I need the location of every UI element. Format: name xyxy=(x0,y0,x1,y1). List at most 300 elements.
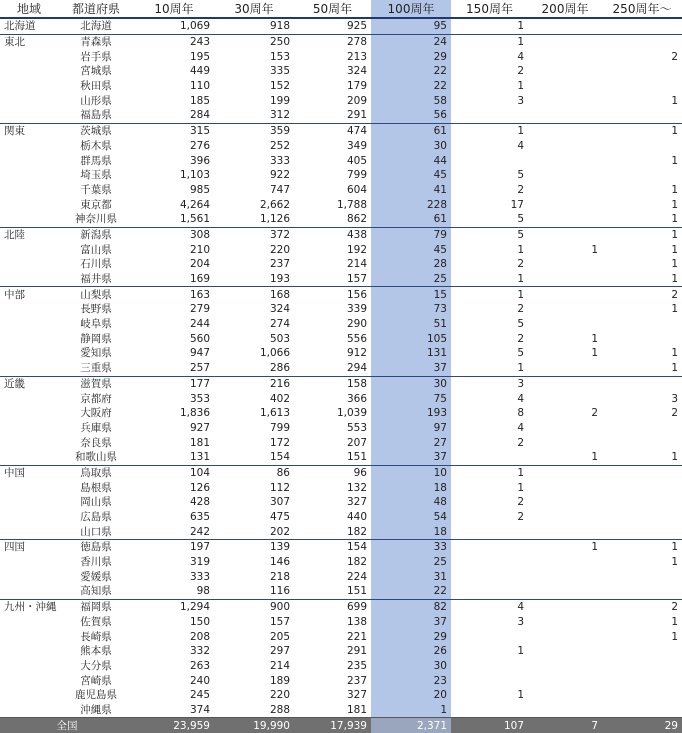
value-cell-250yr[interactable] xyxy=(602,34,682,49)
value-cell-30yr[interactable]: 172 xyxy=(269,436,290,449)
value-cell-50yr[interactable]: 440 xyxy=(346,511,367,524)
value-cell-100yr[interactable]: 22 xyxy=(371,79,451,94)
value-cell-150yr[interactable]: 4 xyxy=(451,599,528,614)
region-cell[interactable] xyxy=(0,242,58,257)
value-cell-200yr[interactable] xyxy=(528,49,602,64)
region-cell[interactable]: 九州・沖縄 xyxy=(0,599,58,614)
value-cell-250yr[interactable]: 1 xyxy=(671,347,678,360)
value-cell-10yr[interactable]: 204 xyxy=(189,258,210,271)
value-cell-200yr[interactable] xyxy=(528,272,602,287)
value-cell-150yr[interactable]: 5 xyxy=(517,169,524,182)
value-cell-50yr[interactable]: 207 xyxy=(346,436,367,449)
prefecture-cell[interactable]: 山梨県 xyxy=(58,287,134,302)
value-cell-50yr[interactable]: 182 xyxy=(346,525,367,538)
value-cell-250yr[interactable] xyxy=(602,64,682,79)
value-cell-100yr[interactable]: 27 xyxy=(371,435,451,450)
region-cell[interactable] xyxy=(0,480,58,495)
value-cell-10yr[interactable]: 1,103 xyxy=(179,169,210,182)
value-cell-50yr[interactable]: 224 xyxy=(346,570,367,583)
prefecture-cell[interactable]: 秋田県 xyxy=(80,80,112,93)
region-cell[interactable] xyxy=(0,406,58,421)
value-cell-150yr[interactable]: 4 xyxy=(517,50,524,63)
value-cell-250yr[interactable]: 1 xyxy=(671,213,678,226)
value-cell-100yr[interactable]: 18 xyxy=(371,524,451,539)
value-cell-150yr[interactable]: 8 xyxy=(517,407,524,420)
value-cell-250yr[interactable] xyxy=(602,688,682,703)
value-cell-100yr[interactable]: 33 xyxy=(371,540,451,555)
region-cell[interactable] xyxy=(0,688,58,703)
value-cell-100yr[interactable]: 44 xyxy=(371,153,451,168)
value-cell-50yr[interactable]: 154 xyxy=(294,540,371,555)
value-cell-200yr[interactable] xyxy=(528,615,602,630)
value-cell-100yr[interactable]: 58 xyxy=(371,93,451,108)
value-cell-250yr[interactable] xyxy=(602,376,682,391)
value-cell-30yr[interactable]: 922 xyxy=(269,169,290,182)
value-cell-200yr[interactable] xyxy=(528,569,602,584)
value-cell-250yr[interactable] xyxy=(602,331,682,346)
value-cell-50yr[interactable]: 291 xyxy=(346,109,367,122)
value-cell-150yr[interactable] xyxy=(451,524,528,539)
value-cell-100yr[interactable]: 10 xyxy=(371,465,451,480)
prefecture-cell[interactable]: 神奈川県 xyxy=(75,213,117,226)
value-cell-50yr[interactable]: 327 xyxy=(346,496,367,509)
value-cell-10yr[interactable]: 947 xyxy=(189,347,210,360)
value-cell-30yr[interactable]: 799 xyxy=(269,421,290,434)
value-cell-150yr[interactable] xyxy=(451,673,528,688)
value-cell-250yr[interactable]: 1 xyxy=(671,362,678,375)
value-cell-30yr[interactable]: 154 xyxy=(269,451,290,464)
value-cell-50yr[interactable]: 96 xyxy=(294,465,371,480)
value-cell-100yr[interactable]: 1 xyxy=(371,703,451,718)
region-cell[interactable] xyxy=(0,659,58,674)
value-cell-200yr[interactable] xyxy=(528,510,602,525)
region-cell[interactable] xyxy=(0,93,58,108)
prefecture-cell[interactable]: 奈良県 xyxy=(80,436,112,449)
value-cell-10yr[interactable]: 240 xyxy=(189,674,210,687)
header-50yr[interactable]: 50周年 xyxy=(294,0,371,18)
value-cell-50yr[interactable]: 553 xyxy=(346,421,367,434)
value-cell-200yr[interactable] xyxy=(528,153,602,168)
value-cell-200yr[interactable] xyxy=(528,212,602,227)
prefecture-cell[interactable]: 和歌山県 xyxy=(75,451,117,464)
value-cell-250yr[interactable]: 1 xyxy=(602,227,682,242)
value-cell-100yr[interactable]: 24 xyxy=(371,34,451,49)
value-cell-10yr[interactable]: 332 xyxy=(189,645,210,658)
value-cell-100yr[interactable]: 95 xyxy=(371,18,451,34)
value-cell-150yr[interactable]: 1 xyxy=(451,287,528,302)
region-cell[interactable] xyxy=(0,673,58,688)
value-cell-30yr[interactable]: 139 xyxy=(214,540,294,555)
prefecture-cell[interactable]: 島根県 xyxy=(80,481,112,494)
region-cell[interactable] xyxy=(0,391,58,406)
region-cell[interactable] xyxy=(0,257,58,272)
region-cell[interactable]: 東北 xyxy=(0,34,58,49)
value-cell-100yr[interactable]: 37 xyxy=(371,615,451,630)
value-cell-250yr[interactable] xyxy=(602,524,682,539)
value-cell-150yr[interactable]: 2 xyxy=(517,303,524,316)
value-cell-250yr[interactable]: 1 xyxy=(671,154,678,167)
value-cell-10yr[interactable]: 1,836 xyxy=(179,407,210,420)
value-cell-150yr[interactable]: 1 xyxy=(451,123,528,138)
prefecture-cell[interactable]: 大阪府 xyxy=(80,407,112,420)
value-cell-250yr[interactable] xyxy=(602,421,682,436)
prefecture-cell[interactable]: 愛媛県 xyxy=(80,570,112,583)
value-cell-50yr[interactable]: 339 xyxy=(346,303,367,316)
prefecture-cell[interactable]: 岡山県 xyxy=(80,496,112,509)
value-cell-250yr[interactable]: 1 xyxy=(671,258,678,271)
value-cell-30yr[interactable]: 157 xyxy=(269,615,290,628)
value-cell-10yr[interactable]: 257 xyxy=(189,362,210,375)
value-cell-250yr[interactable]: 1 xyxy=(671,451,678,464)
value-cell-200yr[interactable] xyxy=(528,227,602,242)
value-cell-30yr[interactable]: 503 xyxy=(269,332,290,345)
value-cell-30yr[interactable]: 214 xyxy=(269,659,290,672)
value-cell-100yr[interactable]: 31 xyxy=(371,569,451,584)
value-cell-10yr[interactable]: 245 xyxy=(189,689,210,702)
value-cell-50yr[interactable]: 221 xyxy=(346,630,367,643)
prefecture-cell[interactable]: 高知県 xyxy=(80,585,112,598)
value-cell-200yr[interactable] xyxy=(528,584,602,599)
value-cell-100yr[interactable]: 22 xyxy=(371,584,451,599)
value-cell-100yr[interactable]: 23 xyxy=(371,673,451,688)
region-cell[interactable] xyxy=(0,555,58,570)
value-cell-200yr[interactable] xyxy=(528,465,602,480)
value-cell-30yr[interactable]: 252 xyxy=(269,139,290,152)
region-cell[interactable] xyxy=(0,450,58,465)
prefecture-cell[interactable]: 茨城県 xyxy=(58,123,134,138)
value-cell-100yr[interactable]: 131 xyxy=(371,346,451,361)
value-cell-150yr[interactable]: 4 xyxy=(517,139,524,152)
value-cell-10yr[interactable]: 560 xyxy=(189,332,210,345)
value-cell-250yr[interactable] xyxy=(602,584,682,599)
region-cell[interactable]: 近畿 xyxy=(0,376,58,391)
value-cell-30yr[interactable]: 237 xyxy=(269,258,290,271)
value-cell-30yr[interactable]: 900 xyxy=(214,599,294,614)
value-cell-10yr[interactable]: 243 xyxy=(134,34,214,49)
value-cell-150yr[interactable]: 5 xyxy=(517,213,524,226)
prefecture-cell[interactable]: 宮城県 xyxy=(80,65,112,78)
value-cell-30yr[interactable]: 146 xyxy=(269,556,290,569)
header-250yr[interactable]: 250周年〜 xyxy=(602,0,682,18)
prefecture-cell[interactable]: 石川県 xyxy=(80,258,112,271)
value-cell-30yr[interactable]: 153 xyxy=(269,50,290,63)
region-cell[interactable]: 中国 xyxy=(0,465,58,480)
value-cell-150yr[interactable] xyxy=(451,584,528,599)
value-cell-30yr[interactable]: 168 xyxy=(214,287,294,302)
header-prefecture[interactable]: 都道府県 xyxy=(58,0,134,18)
value-cell-200yr[interactable] xyxy=(528,64,602,79)
value-cell-200yr[interactable] xyxy=(528,629,602,644)
value-cell-50yr[interactable]: 151 xyxy=(346,585,367,598)
prefecture-cell[interactable]: 福島県 xyxy=(80,109,112,122)
value-cell-10yr[interactable]: 195 xyxy=(189,50,210,63)
value-cell-30yr[interactable]: 1,126 xyxy=(259,213,290,226)
prefecture-cell[interactable]: 広島県 xyxy=(80,511,112,524)
value-cell-30yr[interactable]: 112 xyxy=(269,481,290,494)
value-cell-10yr[interactable]: 131 xyxy=(189,451,210,464)
value-cell-250yr[interactable] xyxy=(602,495,682,510)
value-cell-10yr[interactable]: 177 xyxy=(134,376,214,391)
value-cell-200yr[interactable]: 2 xyxy=(591,407,598,420)
value-cell-30yr[interactable]: 372 xyxy=(214,227,294,242)
value-cell-100yr[interactable]: 45 xyxy=(371,242,451,257)
value-cell-10yr[interactable]: 185 xyxy=(189,94,210,107)
value-cell-50yr[interactable]: 799 xyxy=(346,169,367,182)
value-cell-250yr[interactable]: 2 xyxy=(671,407,678,420)
value-cell-250yr[interactable] xyxy=(602,79,682,94)
prefecture-cell[interactable]: 山口県 xyxy=(80,525,112,538)
value-cell-100yr[interactable]: 30 xyxy=(371,139,451,154)
region-cell[interactable]: 関東 xyxy=(0,123,58,138)
value-cell-250yr[interactable] xyxy=(602,569,682,584)
region-cell[interactable] xyxy=(0,302,58,317)
value-cell-200yr[interactable] xyxy=(528,18,602,34)
value-cell-200yr[interactable] xyxy=(528,317,602,332)
value-cell-250yr[interactable] xyxy=(602,168,682,183)
prefecture-cell[interactable]: 熊本県 xyxy=(80,645,112,658)
value-cell-100yr[interactable]: 25 xyxy=(371,555,451,570)
value-cell-250yr[interactable]: 1 xyxy=(671,630,678,643)
value-cell-30yr[interactable]: 218 xyxy=(269,570,290,583)
value-cell-10yr[interactable]: 163 xyxy=(134,287,214,302)
value-cell-250yr[interactable]: 1 xyxy=(671,303,678,316)
prefecture-cell[interactable]: 栃木県 xyxy=(80,139,112,152)
value-cell-30yr[interactable]: 189 xyxy=(269,674,290,687)
value-cell-30yr[interactable]: 918 xyxy=(269,20,290,33)
value-cell-100yr[interactable]: 75 xyxy=(371,391,451,406)
header-region[interactable]: 地域 xyxy=(0,0,58,18)
value-cell-200yr[interactable] xyxy=(528,302,602,317)
value-cell-200yr[interactable] xyxy=(528,139,602,154)
value-cell-250yr[interactable]: 1 xyxy=(671,198,678,211)
value-cell-100yr[interactable]: 30 xyxy=(371,376,451,391)
value-cell-10yr[interactable]: 4,264 xyxy=(179,198,210,211)
prefecture-cell[interactable]: 兵庫県 xyxy=(80,421,112,434)
value-cell-150yr[interactable]: 2 xyxy=(517,436,524,449)
value-cell-30yr[interactable]: 402 xyxy=(269,392,290,405)
prefecture-cell[interactable]: 東京都 xyxy=(80,198,112,211)
value-cell-200yr[interactable] xyxy=(528,495,602,510)
value-cell-10yr[interactable]: 242 xyxy=(189,525,210,538)
value-cell-50yr[interactable]: 291 xyxy=(346,645,367,658)
value-cell-10yr[interactable]: 197 xyxy=(134,540,214,555)
value-cell-200yr[interactable] xyxy=(528,108,602,123)
value-cell-50yr[interactable]: 912 xyxy=(346,347,367,360)
value-cell-50yr[interactable]: 862 xyxy=(346,213,367,226)
value-cell-30yr[interactable]: 475 xyxy=(269,511,290,524)
value-cell-200yr[interactable] xyxy=(528,361,602,376)
value-cell-100yr[interactable]: 48 xyxy=(371,495,451,510)
header-200yr[interactable]: 200周年 xyxy=(528,0,602,18)
value-cell-50yr[interactable]: 925 xyxy=(346,20,367,33)
prefecture-cell[interactable]: 岩手県 xyxy=(80,50,112,63)
value-cell-150yr[interactable]: 5 xyxy=(451,227,528,242)
value-cell-30yr[interactable]: 2,662 xyxy=(259,198,290,211)
prefecture-cell[interactable]: 山形県 xyxy=(80,94,112,107)
value-cell-10yr[interactable]: 308 xyxy=(134,227,214,242)
value-cell-30yr[interactable]: 116 xyxy=(269,585,290,598)
prefecture-cell[interactable]: 大分県 xyxy=(80,659,112,672)
value-cell-10yr[interactable]: 1,294 xyxy=(134,599,214,614)
value-cell-10yr[interactable]: 985 xyxy=(189,183,210,196)
region-cell[interactable] xyxy=(0,183,58,198)
value-cell-250yr[interactable] xyxy=(602,18,682,34)
value-cell-30yr[interactable]: 193 xyxy=(269,273,290,286)
value-cell-100yr[interactable]: 15 xyxy=(371,287,451,302)
value-cell-250yr[interactable] xyxy=(602,139,682,154)
prefecture-cell[interactable]: 三重県 xyxy=(80,362,112,375)
value-cell-30yr[interactable]: 335 xyxy=(269,65,290,78)
value-cell-200yr[interactable] xyxy=(528,168,602,183)
region-cell[interactable] xyxy=(0,168,58,183)
value-cell-10yr[interactable]: 126 xyxy=(189,481,210,494)
value-cell-250yr[interactable]: 1 xyxy=(671,273,678,286)
value-cell-250yr[interactable]: 3 xyxy=(671,392,678,405)
prefecture-cell[interactable]: 埼玉県 xyxy=(80,169,112,182)
value-cell-10yr[interactable]: 315 xyxy=(134,123,214,138)
value-cell-30yr[interactable]: 297 xyxy=(269,645,290,658)
value-cell-10yr[interactable]: 104 xyxy=(134,465,214,480)
value-cell-50yr[interactable]: 278 xyxy=(294,34,371,49)
value-cell-250yr[interactable]: 1 xyxy=(602,123,682,138)
value-cell-50yr[interactable]: 556 xyxy=(346,332,367,345)
value-cell-100yr[interactable]: 37 xyxy=(371,361,451,376)
value-cell-50yr[interactable]: 157 xyxy=(346,273,367,286)
value-cell-200yr[interactable] xyxy=(528,391,602,406)
value-cell-10yr[interactable]: 150 xyxy=(189,615,210,628)
value-cell-150yr[interactable]: 3 xyxy=(451,376,528,391)
value-cell-250yr[interactable] xyxy=(602,435,682,450)
value-cell-100yr[interactable]: 228 xyxy=(371,197,451,212)
prefecture-cell[interactable]: 宮崎県 xyxy=(80,674,112,687)
value-cell-50yr[interactable]: 237 xyxy=(346,674,367,687)
prefecture-cell[interactable]: 長崎県 xyxy=(80,630,112,643)
value-cell-50yr[interactable]: 156 xyxy=(294,287,371,302)
value-cell-100yr[interactable]: 22 xyxy=(371,64,451,79)
value-cell-250yr[interactable] xyxy=(602,703,682,718)
value-cell-50yr[interactable]: 179 xyxy=(346,80,367,93)
value-cell-50yr[interactable]: 327 xyxy=(346,689,367,702)
value-cell-100yr[interactable]: 29 xyxy=(371,49,451,64)
prefecture-cell[interactable]: 千葉県 xyxy=(80,183,112,196)
value-cell-150yr[interactable] xyxy=(451,555,528,570)
region-cell[interactable] xyxy=(0,153,58,168)
region-cell[interactable] xyxy=(0,615,58,630)
value-cell-10yr[interactable]: 1,069 xyxy=(179,20,210,33)
value-cell-30yr[interactable]: 152 xyxy=(269,80,290,93)
value-cell-10yr[interactable]: 284 xyxy=(189,109,210,122)
value-cell-200yr[interactable] xyxy=(528,79,602,94)
total-50yr[interactable]: 17,939 xyxy=(294,718,371,733)
total-30yr[interactable]: 19,990 xyxy=(214,718,294,733)
value-cell-30yr[interactable]: 202 xyxy=(269,525,290,538)
prefecture-cell[interactable]: 長野県 xyxy=(80,303,112,316)
region-cell[interactable] xyxy=(0,197,58,212)
value-cell-200yr[interactable] xyxy=(528,659,602,674)
value-cell-30yr[interactable]: 216 xyxy=(214,376,294,391)
value-cell-200yr[interactable] xyxy=(528,34,602,49)
value-cell-250yr[interactable] xyxy=(602,673,682,688)
value-cell-50yr[interactable]: 405 xyxy=(346,154,367,167)
value-cell-150yr[interactable]: 1 xyxy=(517,273,524,286)
value-cell-250yr[interactable] xyxy=(602,108,682,123)
value-cell-50yr[interactable]: 182 xyxy=(346,556,367,569)
total-10yr[interactable]: 23,959 xyxy=(134,718,214,733)
region-cell[interactable] xyxy=(0,703,58,718)
prefecture-cell[interactable]: 鳥取県 xyxy=(58,465,134,480)
value-cell-30yr[interactable]: 747 xyxy=(269,183,290,196)
prefecture-cell[interactable]: 京都府 xyxy=(80,392,112,405)
value-cell-150yr[interactable] xyxy=(451,569,528,584)
value-cell-50yr[interactable]: 474 xyxy=(294,123,371,138)
region-cell[interactable] xyxy=(0,272,58,287)
value-cell-100yr[interactable]: 73 xyxy=(371,302,451,317)
prefecture-cell[interactable]: 福岡県 xyxy=(58,599,134,614)
region-cell[interactable] xyxy=(0,64,58,79)
value-cell-200yr[interactable] xyxy=(528,524,602,539)
value-cell-50yr[interactable]: 604 xyxy=(346,183,367,196)
value-cell-10yr[interactable]: 244 xyxy=(189,318,210,331)
value-cell-150yr[interactable]: 1 xyxy=(517,243,524,256)
value-cell-100yr[interactable]: 79 xyxy=(371,227,451,242)
value-cell-150yr[interactable]: 1 xyxy=(517,481,524,494)
total-200yr[interactable]: 7 xyxy=(528,718,602,733)
value-cell-250yr[interactable] xyxy=(602,480,682,495)
value-cell-30yr[interactable]: 1,613 xyxy=(259,407,290,420)
region-cell[interactable] xyxy=(0,79,58,94)
value-cell-250yr[interactable]: 1 xyxy=(671,243,678,256)
value-cell-10yr[interactable]: 98 xyxy=(196,585,210,598)
value-cell-200yr[interactable] xyxy=(528,673,602,688)
value-cell-100yr[interactable]: 105 xyxy=(371,331,451,346)
value-cell-50yr[interactable]: 158 xyxy=(294,376,371,391)
value-cell-200yr[interactable]: 1 xyxy=(591,451,598,464)
value-cell-200yr[interactable] xyxy=(528,703,602,718)
value-cell-50yr[interactable]: 1,039 xyxy=(336,407,367,420)
value-cell-30yr[interactable]: 220 xyxy=(269,689,290,702)
prefecture-cell[interactable]: 青森県 xyxy=(58,34,134,49)
region-cell[interactable]: 北海道 xyxy=(4,20,36,33)
value-cell-10yr[interactable]: 353 xyxy=(189,392,210,405)
region-cell[interactable] xyxy=(0,108,58,123)
value-cell-200yr[interactable] xyxy=(528,197,602,212)
value-cell-200yr[interactable] xyxy=(528,183,602,198)
value-cell-100yr[interactable]: 28 xyxy=(371,257,451,272)
value-cell-150yr[interactable]: 1 xyxy=(517,20,524,33)
value-cell-100yr[interactable]: 18 xyxy=(371,480,451,495)
prefecture-cell[interactable]: 静岡県 xyxy=(80,332,112,345)
value-cell-10yr[interactable]: 927 xyxy=(189,421,210,434)
value-cell-150yr[interactable]: 1 xyxy=(451,465,528,480)
value-cell-200yr[interactable] xyxy=(528,599,602,614)
value-cell-30yr[interactable]: 220 xyxy=(269,243,290,256)
region-cell[interactable] xyxy=(0,510,58,525)
value-cell-250yr[interactable] xyxy=(602,465,682,480)
value-cell-100yr[interactable]: 61 xyxy=(371,212,451,227)
value-cell-250yr[interactable] xyxy=(602,644,682,659)
prefecture-cell[interactable]: 沖縄県 xyxy=(80,703,112,716)
value-cell-10yr[interactable]: 181 xyxy=(189,436,210,449)
value-cell-30yr[interactable]: 274 xyxy=(269,318,290,331)
value-cell-30yr[interactable]: 86 xyxy=(214,465,294,480)
value-cell-150yr[interactable] xyxy=(451,629,528,644)
header-100yr[interactable]: 100周年 xyxy=(371,0,451,18)
value-cell-50yr[interactable]: 213 xyxy=(346,50,367,63)
header-10yr[interactable]: 10周年 xyxy=(134,0,214,18)
value-cell-150yr[interactable] xyxy=(451,450,528,465)
value-cell-150yr[interactable]: 1 xyxy=(517,80,524,93)
value-cell-10yr[interactable]: 169 xyxy=(189,273,210,286)
